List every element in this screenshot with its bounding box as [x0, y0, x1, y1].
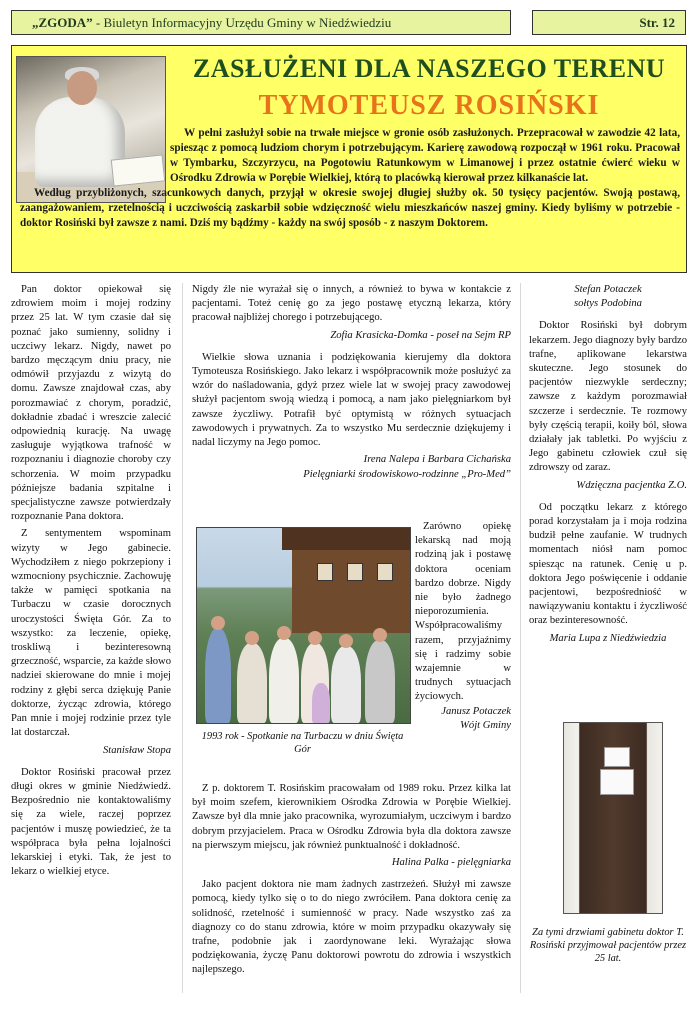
testimony-signature: Janusz Potaczek [441, 705, 511, 717]
testimony-paragraph: Od początku lekarz z którego porad korzystałam ja i moja rodzina budził pełne zaufanie. W trudnych momentach niósł nam pomoc spiesząc na ratunek. Cenię u p. doktora Jego poświęcenie i oddanie pacjentowi, bezpośredniość w nawiązywaniu kontaktu i życzliwość oraz bezinteresowność. [529, 501, 687, 627]
testimony-paragraph: Jako pacjent doktora nie mam żadnych zastrzeżeń. Służył mi zawsze pomocą, kiedy tylko się o to do niego zwróciłem. Pana doktora cenię za solidność, rzetelność i sumienność w pracy. Nade wszystko zaś za diagnozy co do stanu zdrowia, które w moim przypadku okazywały się trafne, podobnie jak i zaordynowane leki. Wyrażając słowa podziękowania, życzę Panu doktorowi powrotu do zdrowia i wszystkich najlepszego. [192, 879, 511, 976]
testimony-paragraph: Pan doktor opiekował się zdrowiem moim i mojej rodziny przez 25 lat. W tym czasie dał się poznać jako sumienny, solidny i uczciwy lekarz. Nigdy, nawet po bardzo męczącym dniu pracy, nie odmówił przyjazdu z wizytą do domu. Zawsze znajdował czas, aby porozmawiać z chorym, poradzić, dokładnie zbadać i wreszcie zalecić odpowiednią kurację. Na uwagę zasługuje wyjątkowa trafność w rozpoznaniu i diagnozie choroby czy schorzenia. W moim przypadku późniejsze badania szpitalne i specjalistyczne zawsze potwierdzały rozpoznanie Pana doktora. [11, 284, 171, 523]
intro-paragraph-1: W pełni zasłużył sobie na trwałe miejsce w gronie osób zasłużonych. Przepracował w zawodzie 42 lata, spiesząc z pomocą ludziom chorym i potrzebującym. Karierę zawodową rozpoczął w 1961 roku. Pracował w Tymbarku, Szczyrzycu, na Pogotowiu Ratunkowym w Limanowej i przez ostatnie ćwierć wieku w Ośrodku Zdrowia w Porębie Wielkiej, którą to placówką kierował przez kilkanaście lat. [170, 127, 680, 184]
turbacz-group-photo [196, 527, 411, 724]
testimony-signature: Zofia Krasicka-Domka - poseł na Sejm RP [330, 329, 511, 341]
testimony-paragraph: Nigdy źle nie wyrażał się o innych, a również to bywa w kontakcie z pacjentami. Toteż cenię go za jego postawę etyczną lekarza, który pracował najbliżej chorego i potrzebującego. [192, 284, 511, 324]
column-divider-2 [520, 283, 521, 993]
testimony-signature: Irena Nalepa i Barbara Cichańska [363, 454, 511, 466]
article-banner [11, 45, 687, 273]
testimony-paragraph: Z p. doktorem T. Rosińskim pracowałam od 1989 roku. Przez kilka lat był moim szefem, kierownikiem Ośrodka Zdrowia w Porębie Wielkiej. Zawsze był dla mnie jako pracownika, wyrozumiałym, uczciwym i bardzo dobrym przyjacielem. Praca w Ośrodku Zdrowia była dla doktora zawsze na pierwszym miejscu, jak również punktualność i dokładność. [192, 783, 511, 851]
photo-caption: Za tymi drzwiami gabinetu doktor T. Rosiński przyjmował pacjentów przez 25 lat. [529, 927, 687, 964]
article-title: ZASŁUŻENI DLA NASZEGO TERENU [192, 54, 666, 83]
page-number: Str. 12 [532, 10, 686, 35]
testimony-paragraph: Doktor Rosiński pracował przez długi okres w gminie Niedźwiedź. Bezpośrednio nie kontaktowaliśmy się za wiele, raczej poprzez pacjentów i muszę powiedzieć, że ta współpraca była pełna lojalności lekarskiej i etyki. Tak, że jest to lekarz o wielkiej etyce. [11, 766, 171, 878]
testimony-signature: Wójt Gminy [460, 719, 511, 731]
testimony-paragraph: Zarówno opiekę lekarską nad moją rodziną jak i postawę doktora oceniam bardzo dobrze. Nigdy nie było żadnego nieporozumienia. Współpracowaliśmy razem, przyjaźnimy się i radzimy sobie wzajemnie w trudnych sytuacjach życiowych. [415, 521, 511, 703]
testimony-paragraph: Wielkie słowa uznania i podziękowania kierujemy dla doktora Tymoteusza Rosińskiego. Jako lekarz i współpracownik może posłużyć za wzór do naśladowania, gdyż przez wiele lat w swojej pracy zawodowej służył pacjentom swoją wiedzą i pomocą, a nam jako pielęgniarkom był zawsze życzliwy. Potrafił być optymistą w różnych sytuacjach zawodowych i prywatnych. Za to wszystko Mu serdecznie dziękujemy i nadal liczymy na Jego pomoc. [192, 351, 511, 449]
testimony-signature: Pielęgniarki środowiskowo-rodzinne „Pro-Med” [303, 469, 511, 481]
testimony-signature: Maria Lupa z Niedźwiedzia [549, 632, 667, 644]
column-2-side-text [415, 520, 511, 733]
publication-subtitle: - Biuletyn Informacyjny Urzędu Gminy w Niedźwiedziu [92, 15, 392, 30]
testimony-signature: Halina Palka - pielęgniarka [391, 857, 511, 869]
testimony-paragraph: Z sentymentem wspominam wizyty w Jego gabinecie. Wychodziłem z niego pokrzepiony i wzmocniony psychicznie. Zachowuję także w pamięci spotkania na Turbaczu w czasie dorocznych uroczystości Święta Gór. Za to wszystko: za leczenie, opiekę, troskliwą i bezinteresowną grzeczność, wsparcie, za każde słowo nadziei skierowane do mnie i mojej rodziny z głębi serca dziękuję Panie doktorze, życząc zdrowia, którego Pan mnie i mojej rodzinie przez tyle lat dostarczał. [11, 528, 172, 739]
column-divider-1 [182, 283, 183, 993]
column-2-lower [192, 782, 511, 981]
photo-caption: 1993 rok - Spotkanie na Turbaczu w dniu Święta Gór [201, 731, 404, 755]
column-2 [192, 283, 511, 491]
testimony-paragraph: Doktor Rosiński był dobrym lekarzem. Jego diagnozy były bardzo trafne, aplikowane lekarstwa skuteczne. Jego stosunek do pacjentów niezwykle serdeczny; zawsze z każdym porozmawiał szczerze i serdecznie. Te rozmowy były częścią terapii, koiły ból, słowa działały jak tabletki. Po wyjściu z Jego gabinetu człowiek czuł się zdrowszy od zaraz. [529, 320, 687, 474]
publication-name: „ZGODA” [32, 15, 93, 30]
intro-paragraph-2: Według przybliżonych, szacunkowych danych, przyjął w okresie swojej długiej służby ok. 50 tysięcy pacjentów. Swoją postawą, zaangażowaniem, rzetelnością i uczciwością zaskarbił sobie wdzięczność wielu mieszkańców naszej gminy. Kiedy byliśmy w potrzebie - doktor Rosiński był zawsze z nami. Dziś my bądźmy - każdy na swój sposób - z naszym Doktorem. [20, 187, 680, 229]
testimony-signature: Stanisław Stopa [103, 744, 171, 756]
column-3 [529, 283, 687, 654]
article-person-name: TYMOTEUSZ ROSIŃSKI [258, 90, 600, 121]
column-1 [11, 283, 171, 882]
testimony-signature: Stefan Potaczek [574, 284, 642, 295]
testimony-signature: Wdzięczna pacjentka Z.O. [576, 479, 687, 491]
testimony-signature: sołtys Podobina [574, 298, 642, 310]
office-door-photo [563, 722, 663, 914]
article-intro [20, 126, 680, 231]
header-publication [11, 10, 511, 35]
